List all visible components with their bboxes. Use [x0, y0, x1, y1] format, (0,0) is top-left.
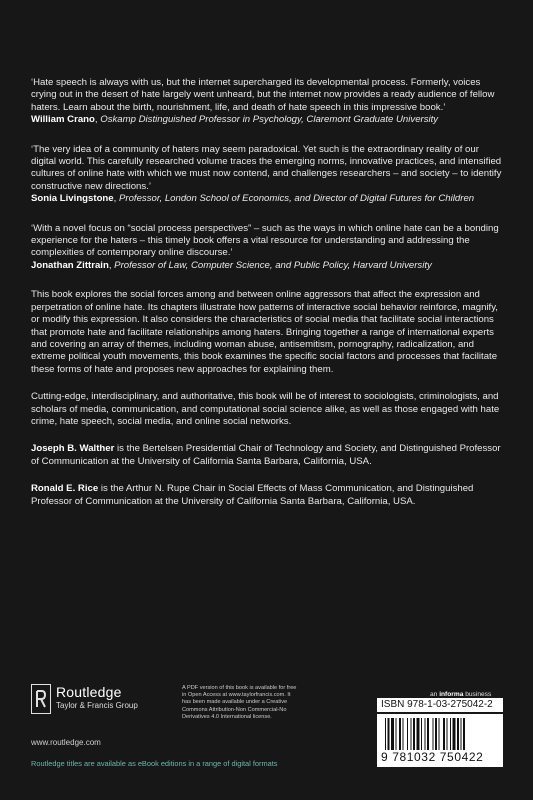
- ebook-note: Routledge titles are available as eBook editions in a range of digital formats: [31, 759, 278, 768]
- routledge-logo-icon: [31, 684, 51, 714]
- author-name: Ronald E. Rice: [31, 483, 99, 495]
- quote-author: Sonia Livingstone: [31, 193, 114, 205]
- barcode-digits: 9 781032 750422: [381, 750, 484, 764]
- author-bio-text: is the Arthur N. Rupe Chair in Social Effects of Mass Communication, and Distinguished Professor of Communication at the University of California Santa Barbara, California, USA.: [31, 483, 474, 507]
- quote-text: ‘With a novel focus on “social process perspectives” – such as the ways in which online hate can be a bonding experience for the haters – this timely book offers a vital resource for understanding and addressing the complexities of contemporary online discourse.’: [31, 222, 499, 259]
- publisher-website: www.routledge.com: [31, 738, 101, 747]
- barcode: [377, 714, 503, 767]
- cover-footer: [0, 672, 533, 800]
- back-cover-text: [31, 77, 505, 523]
- endorsement-quote: ‘Hate speech is always with us, but the internet supercharged its developmental process. Formerly, voices crying out in the desert of hate largely went unheard, but the internet now provides a ready audience of fellow haters. Learn about the birth, nourishment, life, and death of hate speech in this impressive book.’ William Crano, Oskamp Distinguished Professor in Psychology, Claremont Graduate University: [31, 77, 505, 127]
- quote-author: William Crano: [31, 114, 95, 126]
- quote-author-role: Professor, London School of Economics, and Director of Digital Futures for Children: [118, 193, 475, 205]
- informa-tagline: an informa business: [430, 691, 492, 698]
- barcode-icon: [385, 718, 497, 750]
- quote-author-role: Professor of Law, Computer Science, and Public Policy, Harvard University: [114, 259, 432, 271]
- publisher-name: Routledge: [56, 684, 122, 700]
- quote-text: ‘The very idea of a community of haters may seem paradoxical. Yet such is the extraordinary reality of our digital world. This carefully researched volume traces the emerging norms, innovative practices, and intensified cultures of online hate with which we must now contend, and challenges researchers – and society – to identify constructive new directions.’: [31, 143, 502, 192]
- book-description: This book explores the social forces among and between online aggressors that affect the expression and perpetration of online hate. Its chapters illustrate how patterns of interactive social behavior reinforce, magnify, or modify this expression. It also considers the characteristics of social media that facilitate social interactions that promote hate and facilitate relationships among haters. Bringing together a range of international experts and covering an array of themes, including woman abuse, antisemitism, pornography, radicalization, and extreme political youth movements, this book examines the specific social factors and processes that facilitate these forms of hate and proposes new approaches for explaining them.: [31, 289, 498, 375]
- author-bio-text: is the Bertelsen Presidential Chair of Technology and Society, and Distinguished Professor of Communication at the University of California Santa Barbara, California, USA.: [31, 443, 501, 467]
- open-access-notice: A PDF version of this book is available for free in Open Access at www.taylorfrancis.com. It has been made available under a Creative Commons Attribution-Non Commercial-No Derivatives 4.0 International license.: [182, 685, 297, 720]
- quote-text: ‘Hate speech is always with us, but the internet supercharged its developmental process. Formerly, voices crying out in the desert of hate largely went unheard, but the internet now provides a ready audience of fellow haters. Learn about the birth, nourishment, life, and death of hate speech in this impressive book.’: [31, 77, 495, 113]
- endorsement-quote: ‘With a novel focus on “social process perspectives” – such as the ways in which online hate can be a bonding experience for the haters – this timely book offers a vital resource for understanding and addressing the complexities of contemporary online discourse.’ Jonathan Zittrain, Professor of Law, Computer Science, and Public Policy, Harvard University: [31, 223, 505, 273]
- author-bio: [31, 443, 505, 468]
- quote-author: Jonathan Zittrain: [31, 259, 109, 271]
- quote-author-role: Oskamp Distinguished Professor in Psychology, Claremont Graduate University: [100, 114, 439, 126]
- isbn-label: ISBN 978-1-03-275042-2: [377, 698, 503, 712]
- publisher-group: Taylor & Francis Group: [56, 701, 138, 710]
- author-bio: [31, 483, 505, 508]
- book-audience: Cutting-edge, interdisciplinary, and authoritative, this book will be of interest to sociologists, criminologists, and scholars of media, communication, and computational social science alike, as well as those engaged with hate crime, hate speech, social media, and online social networks.: [31, 391, 500, 427]
- endorsement-quote: ‘The very idea of a community of haters may seem paradoxical. Yet such is the extraordinary reality of our digital world. This carefully researched volume traces the emerging norms, innovative practices, and intensified cultures of online hate with which we must now contend, and challenges researchers – and society – to identify constructive new directions.’ Sonia Livingstone, Professor, London School of Economics, and Director of Digital Futures for Children: [31, 144, 505, 206]
- author-name: Joseph B. Walther: [31, 443, 115, 455]
